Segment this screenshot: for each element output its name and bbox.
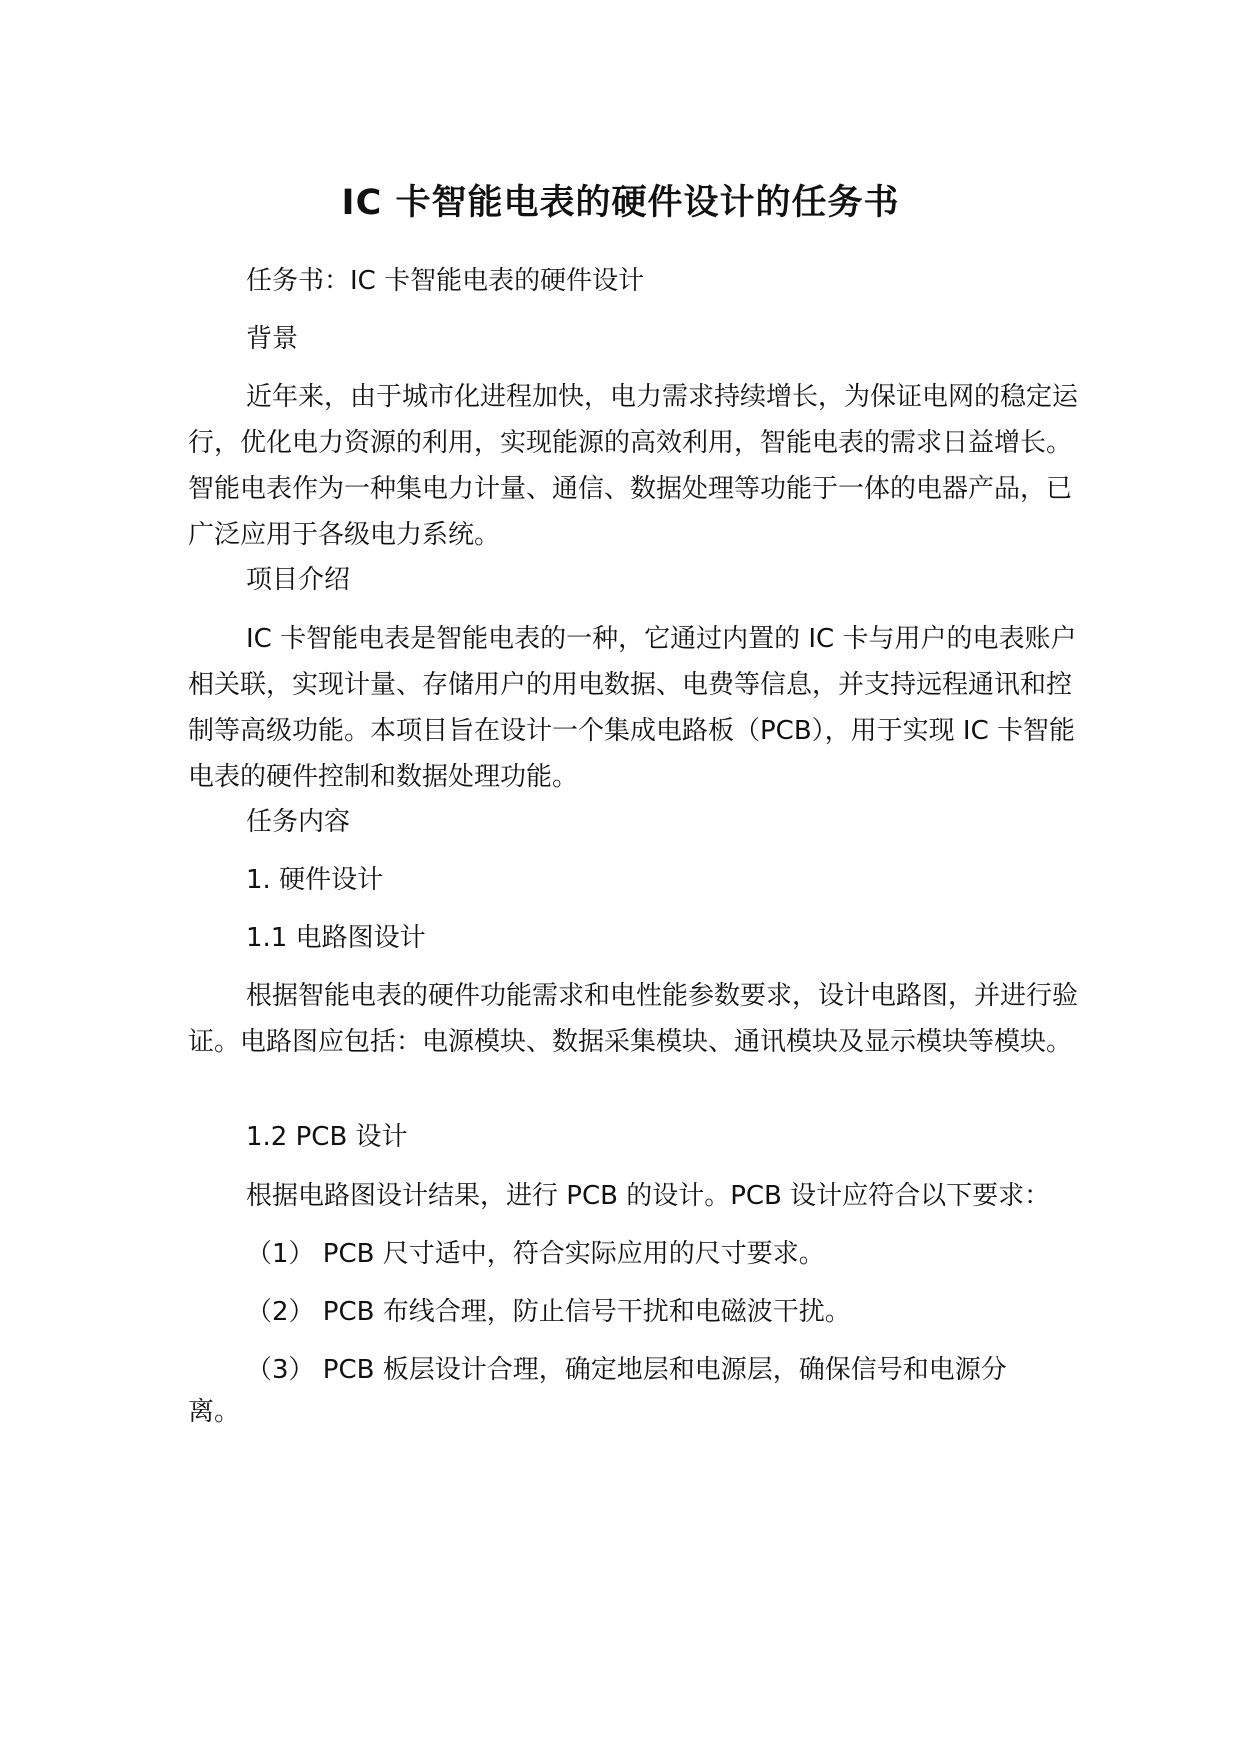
task-subtitle: 任务书：IC 卡智能电表的硬件设计 bbox=[246, 266, 645, 296]
background-paragraph: 近年来，由于城市化进程加快，电力需求持续增长，为保证电网的稳定运行，优化电力资源的利用，实现能源的高效利用，智能电表的需求日益增长。智能电表作为一种集电力计量、通信、数据处理等功能于一体的电器产品，已广泛应用于各级电力系统。 bbox=[188, 382, 1079, 550]
requirement-3-continuation: 离。 bbox=[188, 1397, 241, 1427]
hardware-design-heading: 1. 硬件设计 bbox=[246, 865, 384, 895]
document-title: IC 卡智能电表的硬件设计的任务书 bbox=[341, 183, 900, 223]
intro-paragraph: IC 卡智能电表是智能电表的一种，它通过内置的 IC 卡与用户的电表账户相关联，实现计量、存储用户的用电数据、电费等信息，并支持远程通讯和控制等高级功能。本项目旨在设计一个集成电路板（PCB），用于实现 IC 卡智能电表的硬件控制和数据处理功能。 bbox=[188, 624, 1077, 792]
pcb-design-paragraph: 根据电路图设计结果，进行 PCB 的设计。PCB 设计应符合以下要求： bbox=[246, 1181, 1051, 1211]
requirement-1: （1） PCB 尺寸适中，符合实际应用的尺寸要求。 bbox=[246, 1239, 825, 1269]
pcb-design-heading: 1.2 PCB 设计 bbox=[246, 1122, 408, 1152]
background-heading: 背景 bbox=[246, 324, 299, 354]
requirement-3: （3） PCB 板层设计合理，确定地层和电源层，确保信号和电源分 bbox=[246, 1355, 1007, 1385]
circuit-design-paragraph: 根据智能电表的硬件功能需求和电性能参数要求，设计电路图，并进行验证。电路图应包括：电源模块、数据采集模块、通讯模块及显示模块等模块。 bbox=[188, 981, 1079, 1057]
circuit-design-heading: 1.1 电路图设计 bbox=[246, 923, 426, 953]
intro-heading: 项目介绍 bbox=[246, 565, 351, 595]
requirement-2: （2） PCB 布线合理，防止信号干扰和电磁波干扰。 bbox=[246, 1297, 851, 1327]
task-heading: 任务内容 bbox=[246, 807, 351, 837]
